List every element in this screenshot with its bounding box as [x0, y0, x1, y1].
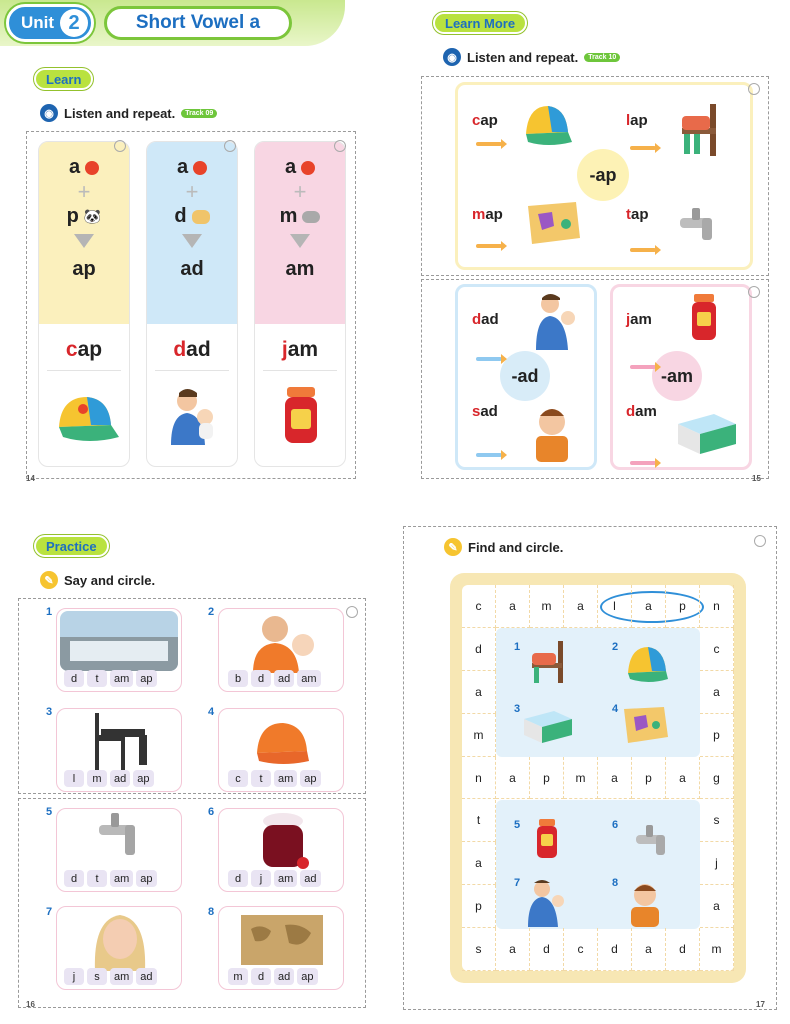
zoom-icon[interactable]: [334, 140, 346, 152]
rime: am: [285, 258, 315, 280]
panda-icon: 🐼: [83, 208, 102, 224]
option-ad[interactable]: ad: [300, 870, 320, 887]
option-l[interactable]: l: [64, 770, 84, 787]
option-b[interactable]: b: [228, 670, 248, 687]
cd-icon: ◉: [443, 48, 461, 66]
zoom-icon[interactable]: [346, 606, 358, 618]
page-title: Short Vowel a: [104, 6, 292, 40]
rime-circle-am: -am: [652, 351, 702, 401]
option-ap[interactable]: ap: [136, 670, 156, 687]
picture-number: 2: [612, 641, 619, 653]
find-instruction-text: Find and circle.: [468, 539, 564, 555]
grid-letter[interactable]: a: [700, 885, 734, 928]
grid-letter[interactable]: a: [700, 671, 734, 714]
practice-instruction-text: Say and circle.: [64, 572, 156, 588]
grid-letter[interactable]: a: [598, 757, 632, 800]
unit-badge: [6, 4, 94, 42]
vowel-row: a: [285, 156, 315, 179]
picture-number: 4: [612, 703, 619, 715]
unit-word: Unit: [21, 13, 55, 32]
word-dam: dam: [626, 403, 657, 420]
zoom-icon[interactable]: [748, 286, 760, 298]
column-top: [255, 142, 345, 324]
jam-photo: [257, 811, 311, 873]
word-grid-inner: [462, 585, 734, 971]
item-number: 5: [46, 806, 53, 818]
grid-letter[interactable]: p: [462, 885, 496, 928]
arrow-right-icon: [630, 146, 656, 150]
grid-letter[interactable]: c: [462, 585, 496, 628]
grid-letter[interactable]: a: [666, 757, 700, 800]
option-row: [228, 968, 318, 985]
option-am[interactable]: am: [274, 770, 297, 787]
grid-letter[interactable]: m: [564, 757, 598, 800]
option-d[interactable]: d: [64, 670, 84, 687]
option-m[interactable]: m: [228, 968, 248, 985]
map-icon: [524, 200, 582, 246]
item-number: 8: [208, 906, 215, 918]
arrow-down-icon: [74, 234, 94, 248]
jam-icon: [688, 292, 720, 344]
rime-circle-ap: -ap: [577, 149, 629, 201]
plus-icon: +: [77, 179, 91, 204]
grid-letter[interactable]: a: [632, 928, 666, 971]
dad-icon: [528, 290, 582, 352]
picture-number: 3: [514, 703, 521, 715]
jam-icon: [534, 817, 560, 861]
option-row: [64, 968, 157, 985]
option-ad[interactable]: ad: [110, 770, 130, 787]
learn-instruction-text: Listen and repeat.: [64, 105, 176, 121]
apple-icon: [193, 161, 207, 175]
grid-letter[interactable]: d: [666, 928, 700, 971]
track-badge: Track 10: [584, 53, 620, 62]
zoom-icon[interactable]: [114, 140, 126, 152]
learn-column-ap: [38, 141, 130, 467]
option-j[interactable]: j: [251, 870, 271, 887]
learn-column-am: [254, 141, 346, 467]
grid-letter[interactable]: p: [632, 757, 666, 800]
grid-letter[interactable]: p: [700, 714, 734, 757]
lap-icon: [672, 98, 732, 158]
cap-photo: [249, 715, 315, 771]
grid-letter[interactable]: t: [462, 800, 496, 843]
word-dad: dad: [472, 311, 499, 328]
page-number: 14: [26, 474, 35, 483]
option-row: [228, 870, 321, 887]
dad-icon: [147, 379, 238, 449]
rime: ap: [72, 258, 96, 280]
tap-photo: [93, 811, 149, 871]
option-c[interactable]: c: [228, 770, 248, 787]
grid-letter[interactable]: p: [666, 585, 700, 628]
arrow-right-icon: [476, 142, 502, 146]
sad-boy-icon: [626, 881, 664, 927]
page-number: 15: [752, 474, 761, 483]
column-top: [39, 142, 129, 324]
option-ap[interactable]: ap: [133, 770, 153, 787]
dad-icon: [524, 877, 570, 927]
cap-icon: [39, 379, 130, 449]
dad-photo: [243, 611, 323, 673]
option-row: [64, 770, 154, 787]
grid-letter[interactable]: g: [700, 757, 734, 800]
grid-letter[interactable]: a: [462, 671, 496, 714]
grid-letter[interactable]: c: [700, 628, 734, 671]
grid-letter[interactable]: m: [700, 928, 734, 971]
jam-icon: [255, 379, 346, 449]
word-tap: tap: [626, 206, 649, 223]
zoom-icon[interactable]: [748, 83, 760, 95]
zoom-icon[interactable]: [754, 535, 766, 547]
item-number: 1: [46, 606, 53, 618]
option-d[interactable]: d: [251, 968, 271, 985]
picture-number: 7: [514, 877, 521, 889]
sad-photo: [87, 909, 153, 971]
option-am[interactable]: am: [297, 670, 320, 687]
cap-icon: [520, 100, 574, 146]
divider: [155, 370, 229, 371]
magnifier-icon: ✎: [444, 538, 462, 556]
option-am[interactable]: am: [110, 870, 133, 887]
picture-number: 5: [514, 819, 521, 831]
arrow-right-icon: [476, 453, 502, 457]
divider: [47, 370, 121, 371]
mouse-icon: [302, 211, 320, 223]
option-row: [64, 670, 157, 687]
rime-circle-ad: -ad: [500, 351, 550, 401]
word-grid: [450, 573, 746, 983]
arrow-right-icon: [630, 461, 656, 465]
dam-icon: [522, 703, 576, 747]
option-am[interactable]: am: [110, 968, 133, 985]
consonant-row: d: [174, 205, 209, 228]
page-number: 16: [26, 1000, 35, 1009]
zoom-icon[interactable]: [224, 140, 236, 152]
divider: [263, 370, 337, 371]
option-j[interactable]: j: [64, 968, 84, 985]
arrow-right-icon: [476, 357, 502, 361]
track-badge: Track 09: [181, 109, 217, 118]
grid-letter[interactable]: a: [564, 585, 598, 628]
option-d[interactable]: d: [228, 870, 248, 887]
arrow-down-icon: [182, 234, 202, 248]
option-s[interactable]: s: [87, 968, 107, 985]
apple-icon: [85, 161, 99, 175]
sad-boy-icon: [530, 404, 574, 464]
lap-icon: [524, 639, 574, 687]
grid-letter[interactable]: j: [700, 842, 734, 885]
grid-letter[interactable]: n: [700, 585, 734, 628]
grid-letter[interactable]: a: [496, 757, 530, 800]
option-m[interactable]: m: [87, 770, 107, 787]
map-icon: [622, 705, 670, 745]
option-t[interactable]: t: [251, 770, 271, 787]
cap-icon: [624, 643, 670, 683]
cd-icon: ◉: [40, 104, 58, 122]
item-number: 2: [208, 606, 215, 618]
tap-icon: [676, 204, 728, 244]
word-map: map: [472, 206, 503, 223]
dam-icon: [674, 404, 740, 458]
grid-letter[interactable]: a: [496, 928, 530, 971]
grid-letter[interactable]: d: [462, 628, 496, 671]
grid-letter[interactable]: d: [530, 928, 564, 971]
option-t[interactable]: t: [87, 670, 107, 687]
learn-more-instruction: [443, 48, 620, 66]
unit-number: 2: [60, 9, 88, 37]
grid-letter[interactable]: c: [564, 928, 598, 971]
option-row: [228, 670, 321, 687]
item-number: 7: [46, 906, 53, 918]
item-number: 3: [46, 706, 53, 718]
grid-letter[interactable]: m: [530, 585, 564, 628]
word-sad: sad: [472, 403, 498, 420]
option-t[interactable]: t: [87, 870, 107, 887]
item-number: 4: [208, 706, 215, 718]
option-am[interactable]: am: [274, 870, 297, 887]
word-lap: lap: [626, 112, 648, 129]
option-d[interactable]: d: [251, 670, 271, 687]
arrow-down-icon: [290, 234, 310, 248]
dam-photo: [60, 611, 178, 671]
example-word: dad: [173, 338, 211, 361]
grid-letter[interactable]: m: [462, 714, 496, 757]
item-number: 6: [208, 806, 215, 818]
option-row: [228, 770, 321, 787]
option-d[interactable]: d: [64, 870, 84, 887]
arrow-right-icon: [630, 248, 656, 252]
picture-number: 6: [612, 819, 619, 831]
arrow-right-icon: [476, 244, 502, 248]
magnifier-icon: ✎: [40, 571, 58, 589]
grid-letter[interactable]: a: [462, 842, 496, 885]
find-instruction: [444, 538, 563, 556]
vowel-row: a: [177, 156, 207, 179]
grid-letter[interactable]: d: [598, 928, 632, 971]
plus-icon: +: [185, 179, 199, 204]
page-number: 17: [756, 1000, 765, 1009]
learn-tag: Learn: [34, 68, 93, 90]
practice-tag: Practice: [34, 535, 109, 557]
consonant-row: p 🐼: [66, 205, 102, 227]
grid-letter[interactable]: a: [496, 585, 530, 628]
vowel-row: a: [69, 156, 99, 179]
grid-letter[interactable]: a: [632, 585, 666, 628]
word-cap: cap: [472, 112, 498, 129]
lap-photo: [87, 711, 157, 773]
arrow-right-icon: [630, 365, 656, 369]
example-word: jam: [281, 338, 319, 361]
learn-more-tag: Learn More: [433, 12, 527, 34]
option-am[interactable]: am: [110, 670, 133, 687]
map-photo: [241, 915, 323, 965]
option-ap[interactable]: ap: [297, 968, 317, 985]
grid-letter[interactable]: s: [700, 800, 734, 843]
picture-number: 1: [514, 641, 521, 653]
tap-icon: [634, 823, 678, 859]
rime: ad: [180, 258, 204, 280]
column-top: [147, 142, 237, 324]
option-ad[interactable]: ad: [274, 670, 294, 687]
apple-icon: [301, 161, 315, 175]
word-jam: jam: [626, 311, 652, 328]
grid-letter[interactable]: s: [462, 928, 496, 971]
example-word: cap: [65, 338, 103, 361]
grid-letter[interactable]: n: [462, 757, 496, 800]
grid-letter[interactable]: p: [530, 757, 564, 800]
grid-letter[interactable]: l: [598, 585, 632, 628]
option-ad[interactable]: ad: [136, 968, 156, 985]
picture-number: 8: [612, 877, 619, 889]
learn-instruction: [40, 104, 217, 122]
option-row: [64, 870, 157, 887]
consonant-row: m: [280, 205, 321, 228]
option-ap[interactable]: ap: [136, 870, 156, 887]
learn-column-ad: [146, 141, 238, 467]
practice-instruction: [40, 571, 155, 589]
dog-icon: [192, 210, 210, 224]
learn-more-instruction-text: Listen and repeat.: [467, 49, 579, 65]
option-ap[interactable]: ap: [300, 770, 320, 787]
option-ad[interactable]: ad: [274, 968, 294, 985]
plus-icon: +: [293, 179, 307, 204]
